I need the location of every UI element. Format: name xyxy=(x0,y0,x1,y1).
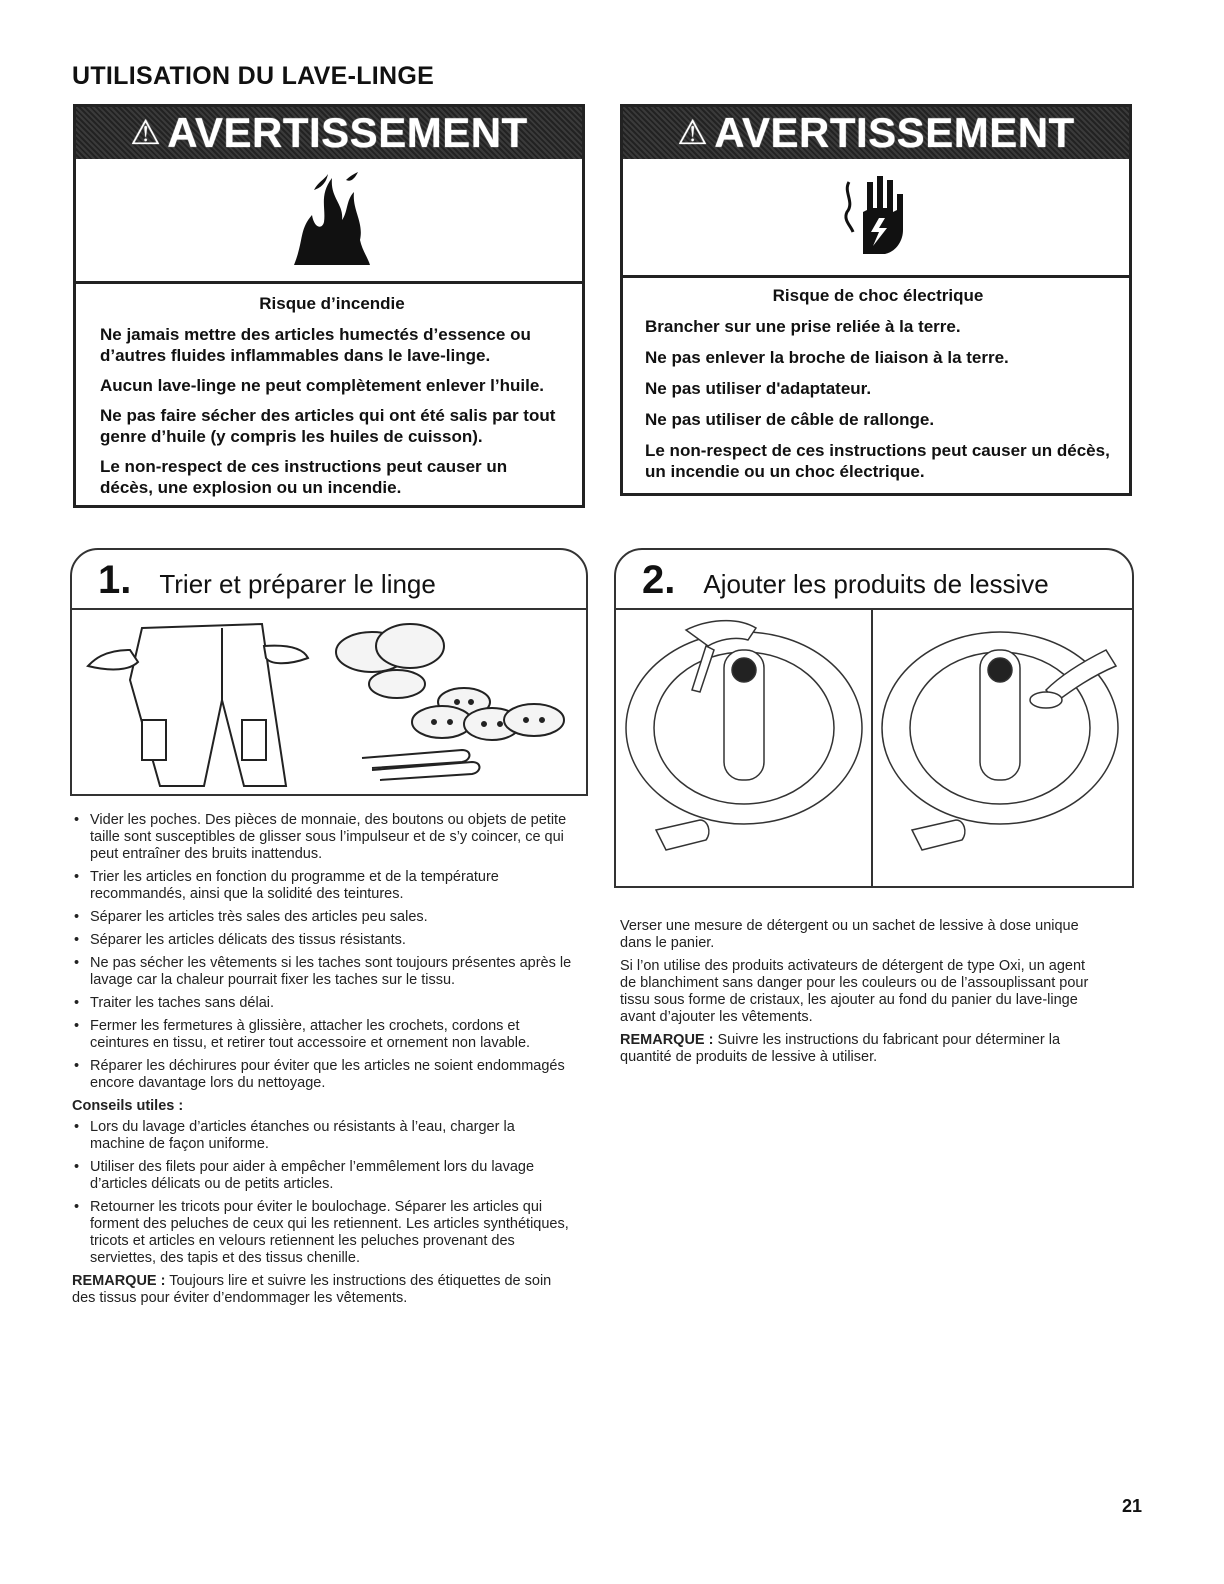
warning-header-label: AVERTISSEMENT xyxy=(167,109,528,156)
step-2-text xyxy=(620,918,1100,1072)
fire-warning-box xyxy=(73,104,585,508)
page-number: 21 xyxy=(1121,1496,1142,1516)
step-2-note xyxy=(620,1032,1100,1066)
step-title: Ajouter les produits de lessive xyxy=(703,569,1049,599)
list-item: • Ne pas sécher les vêtements si les taches sont toujours présentes après le lavage car la chaleur pourrait fixer les taches sur le tissu. xyxy=(72,955,572,989)
paragraph: Verser une mesure de détergent ou un sachet de lessive à dose unique dans le panier. xyxy=(620,918,1079,951)
warning-line: Brancher sur une prise reliée à la terre. xyxy=(645,317,961,336)
warning-icon-area xyxy=(623,159,1129,278)
warning-subtitle: Risque d’incendie xyxy=(259,294,405,313)
add-detergent-illustration xyxy=(616,610,1132,886)
warning-line: Aucun lave-linge ne peut complètement enlever l’huile. xyxy=(100,376,544,395)
list-item: • Vider les poches. Des pièces de monnaie, des boutons ou objets de petite taille sont susceptibles de glisser sous l’impulseur et de s’y coincer, ce qui peut entraîner des bruits inattendus. xyxy=(72,812,572,863)
step-1-note xyxy=(72,1273,572,1307)
tips-list xyxy=(72,1119,572,1267)
hand-detergent-pod-icon xyxy=(1030,650,1116,708)
step-title: Trier et préparer le linge xyxy=(159,569,436,599)
step-2-heading xyxy=(616,550,1132,610)
buttons-icon xyxy=(412,688,564,740)
safety-pins-icon xyxy=(362,750,480,780)
warning-line: Ne pas enlever la broche de liaison à la terre. xyxy=(645,348,1009,367)
note-label: REMARQUE : xyxy=(72,1273,166,1289)
paragraph: Si l’on utilise des produits activateurs de détergent de type Oxi, un agent de blanchiment sans danger pour les couleurs ou de l’assouplissant pour tissu sous forme de cristaux, les ajouter au fond du panier du lave-linge avant d’ajouter les vêtements. xyxy=(620,958,1089,1025)
warning-header-label: AVERTISSEMENT xyxy=(714,109,1075,156)
list-item: • Séparer les articles délicats des tissus résistants. xyxy=(72,932,572,949)
step-1-bullets xyxy=(72,812,572,1092)
warning-triangle-icon: ⚠ xyxy=(130,114,162,152)
warning-line: Ne pas utiliser de câble de rallonge. xyxy=(645,410,935,429)
warning-line: Le non-respect de ces instructions peut causer un décès, une explosion ou un incendie. xyxy=(100,457,508,497)
list-item: • Retourner les tricots pour éviter le boulochage. Séparer les articles qui forment des peluches de ceux qui les retiennent. Les articles synthétiques, tricots et articles en velours retiennent les peluches provenant des serviettes, des tapis et des tissus chenille. xyxy=(72,1199,572,1267)
note-label: REMARQUE : xyxy=(620,1032,714,1048)
list-item: • Fermer les fermetures à glissière, attacher les crochets, cordons et ceintures en tissu, et retirer tout accessoire et ornement non lavable. xyxy=(72,1018,572,1052)
list-item: • Traiter les taches sans délai. xyxy=(72,995,572,1012)
electric-warning-box xyxy=(620,104,1132,496)
coins-icon xyxy=(336,624,444,698)
pants-icon xyxy=(88,624,308,786)
list-item: • Réparer les déchirures pour éviter que les articles ne soient endommagés encore davantage lors du nettoyage. xyxy=(72,1058,572,1092)
page-title: UTILISATION DU LAVE-LINGE xyxy=(72,62,435,90)
warning-triangle-icon: ⚠ xyxy=(677,114,709,152)
warning-line: Ne pas utiliser d'adaptateur. xyxy=(645,379,872,398)
warning-line: Ne pas faire sécher des articles qui ont été salis par tout genre d’huile (y compris les huiles de cuisson). xyxy=(100,406,556,446)
warning-header xyxy=(623,107,1129,159)
step-1-heading xyxy=(72,550,586,610)
list-item: • Utiliser des filets pour aider à empêcher l’emmêlement lors du lavage d’articles délicats ou de petits articles. xyxy=(72,1159,572,1193)
warning-line: Le non-respect de ces instructions peut causer un décès, un incendie ou un choc électrique. xyxy=(645,441,1110,481)
list-item: • Séparer les articles très sales des articles peu sales. xyxy=(72,909,572,926)
step-1-text xyxy=(72,812,572,1313)
note-text: Toujours lire et suivre les instructions des étiquettes de soin des tissus pour éviter d’endommager les vêtements. xyxy=(72,1273,552,1306)
step-2-panel xyxy=(614,548,1134,888)
step-1-panel xyxy=(70,548,588,796)
warning-header xyxy=(76,107,582,159)
tips-heading: Conseils utiles : xyxy=(72,1098,184,1114)
warning-icon-area xyxy=(76,159,582,284)
fire-icon xyxy=(284,170,374,270)
step-number: 2. xyxy=(642,558,676,602)
list-item: • Trier les articles en fonction du programme et de la température recommandés, ainsi que la solidité des teintures. xyxy=(72,869,572,903)
sort-laundry-illustration xyxy=(72,610,586,794)
warning-subtitle: Risque de choc électrique xyxy=(772,286,984,305)
warning-line: Ne jamais mettre des articles humectés d’essence ou d’autres fluides inflammables dans le lave-linge. xyxy=(100,325,531,365)
note-text: Suivre les instructions du fabricant pour déterminer la quantité de produits de lessive à utiliser. xyxy=(620,1032,1061,1065)
list-item: • Lors du lavage d’articles étanches ou résistants à l’eau, charger la machine de façon uniforme. xyxy=(72,1119,572,1153)
electric-shock-icon xyxy=(841,172,911,262)
step-number: 1. xyxy=(98,558,132,602)
